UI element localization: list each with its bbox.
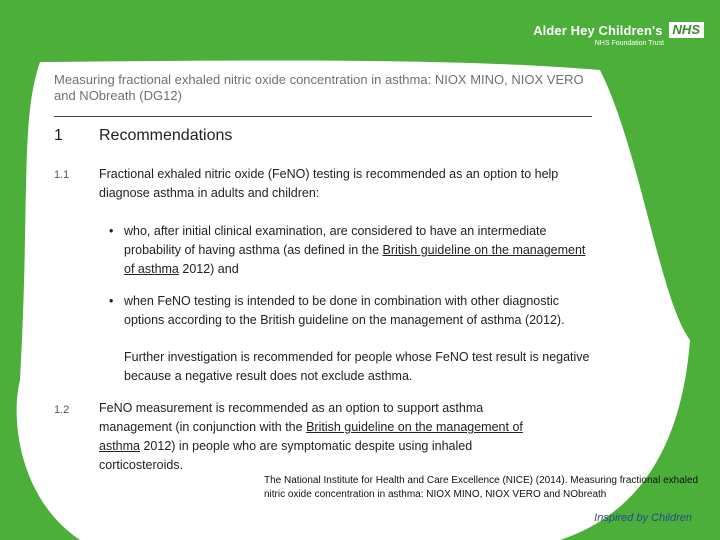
title-divider (54, 116, 592, 117)
tagline: Inspired by Children (594, 512, 692, 524)
section-title: Recommendations (99, 127, 233, 144)
guideline-link-2[interactable]: British guideline on the management of asthma (99, 420, 523, 453)
paragraph-number-1-2: 1.2 (54, 404, 70, 416)
brand-name: Alder Hey Children's (533, 22, 663, 38)
citation: The National Institute for Health and Care Excellence (NICE) (2014). Measuring fractional exhaled nitric oxide concentration in asthma: NIOX MINO, NIOX VERO and NObreath (264, 475, 699, 500)
paragraph-1-2-text-end: 2012) in people who are symptomatic despite using inhaled corticosteroids. (99, 439, 473, 472)
further-investigation-text: Further investigation is recommended for people whose FeNO test result is negative because a negative result does not exclude asthma. (124, 350, 590, 383)
bullet-2-text: when FeNO testing is intended to be done in combination with other diagnostic options according to the British guideline on the management of asthma (2012). (124, 294, 565, 327)
bullet-1-text-end: 2012) and (178, 262, 239, 276)
criteria-list (109, 222, 593, 343)
nhs-logo: NHS (669, 22, 704, 38)
list-item (109, 292, 593, 330)
bullet-1-text-start: who, after initial clinical examination, are considered to have an intermediate probability of having asthma (as defined in the (124, 224, 547, 257)
document-title: Measuring fractional exhaled nitric oxide concentration in asthma: NIOX MINO, NIOX VERO and NObreath (DG12) (54, 72, 584, 103)
paragraph-1-2 (99, 399, 529, 475)
section-number: 1 (54, 127, 63, 144)
guideline-link[interactable]: British guideline on the management of asthma (124, 243, 586, 276)
trust-name: NHS Foundation Trust (594, 40, 664, 47)
bullet-glyph: • (109, 294, 114, 308)
list-item (109, 222, 593, 279)
bullet-glyph: • (109, 224, 114, 238)
paragraph-1-2-text-start: FeNO measurement is recommended as an option to support asthma management (in conjunction with the (99, 401, 484, 434)
paragraph-number-1-1: 1.1 (54, 169, 70, 181)
paragraph-1-1: Fractional exhaled nitric oxide (FeNO) testing is recommended as an option to help diagnose asthma in adults and children: (99, 167, 559, 200)
